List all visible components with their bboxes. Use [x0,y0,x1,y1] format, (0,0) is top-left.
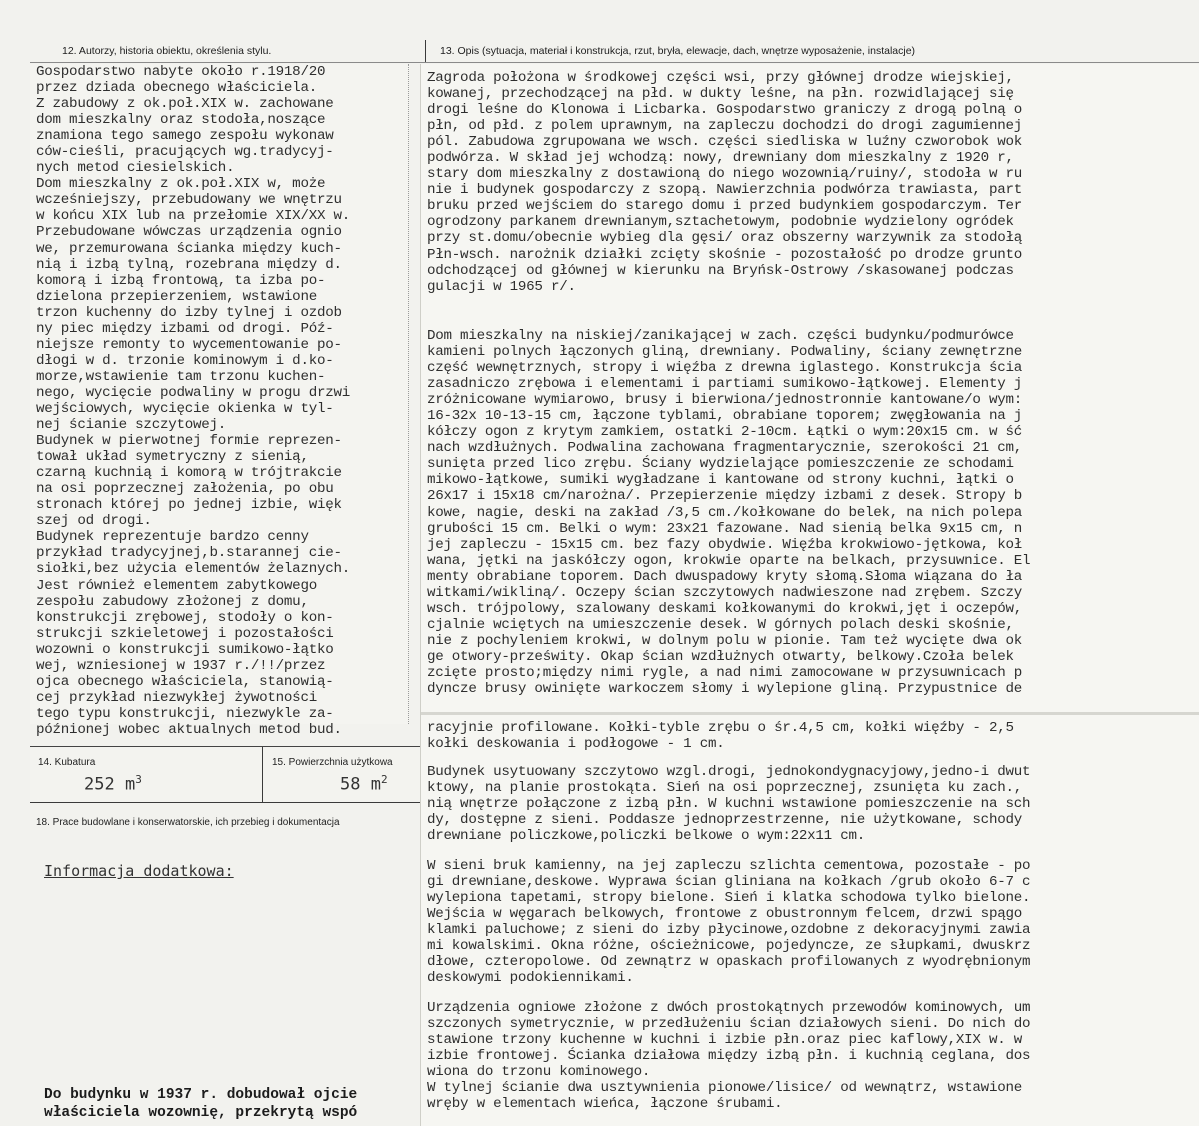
left-text-sheet [30,64,409,738]
header-divider [425,40,426,62]
section-13-header: 13. Opis (sytuacja, materiał i konstrukcja, rzut, bryła, elewacje, dach, wnętrze wyposażenie, instalacje) [440,45,916,57]
description-layout: Budynek usytuowany szczytowo wzgl.drogi, jednokondygnacyjowy,jedno-i dwut ktowy, na planie prostokąta. Sień na osi poprzecznej, zsunięta ku zach., nią wnętrze połączone z izbą płn. W kuchni wstawione pomieszczenie na sch dy, dostępne z sieni. Poddasze jednoprzestrzenne, nie użytkowane, schody drewniane policzkowe,policzki belkowe o wym:22x11 cm. [427,764,1031,845]
description-heating: Urządzenia ogniowe złożone z dwóch prostokątnych przewodów kominowych, um szczonych symetrycznie, w przedłużeniu ścian działowych sieni. Do nich do stawione trzony kuchenne w kuchni i izbie płn.oraz piec kaflowy,XIX w. w izbie frontowej. Ścianka działowa między izbą płn. i kuchnią ceglana, dos wiona do trzonu kominowego. W tylnej ścianie dwa usztywnienia pionowe/lisice/ od wewnątrz, wstawione wręby w elementach wieńca, łączone śrubami. [427,1000,1031,1113]
description-situation: Zagroda położona w środkowej części wsi, przy głównej drodze wiejskiej, kowanej, przechodzącej na płd. w dukty leśne, na płn. rozwidlającej się drogi leśne do Klonowa i Licbarka. Gospodarstwo graniczy z drogą polną o płn, od płd. z polem uprawnym, na zapleczu dochodzi do drogi zagumiennej pól. Zabudowa zgrupowana we wsch. części siedliska w luźny czworobok wok podwórza. W skład jej wchodzą: nowy, drewniany dom mieszkalny z 1920 r, stary dom mieszkalny z dostawioną do niego wozownią/ruiny/, stodoła w ru nie i budynek gospodarczy z szopą. Nawierzchnia podwórza trawiasta, part bruku przed wejściem do starego domu i przed budynkiem gospodarczym. Ter ogrodzony parkanem drewnianym,sztachetowym, podobnie wydzielony ogródek przy st.domu/obecnie wybieg dla gęsi/ oraz obszerny warzywnik za stodołą Płn-wsch. narożnik działki zcięty skośnie - pozostałość po drodze grunto odchodzącej od głównej w kierunku na Bryńsk-Ostrowy /skasowanej podczas gulacji w 1965 r/. [427,70,1022,295]
box-bottom-rule [30,802,420,803]
section-12-header: 12. Autorzy, historia obiektu, określenia stylu. [62,45,272,57]
powierzchnia-value: 58 $m^2$ [340,773,388,795]
description-interior: W sieni bruk kamienny, na jej zapleczu szlichta cementowa, pozostałe - po gi drewniane,deskowe. Wyprawa ścian gliniana na kołkach /grub około 6-7 c wylepiona tapetami, stropy bielone. Sień i klatka schodowa tylko bielone. Wejścia w węgarach belkowych, frontowe z obustronnym felcem, drzwi spągo klamki paluchowe; z sieni do izby płycinowe,ozdobne z dekoracyjnymi zawia mi kowalskimi. Okna różne, ościeżnicowe, pojedyncze, ze słupkami, dwuskrz dłowe, czteropolowe. Od zewnątrz w opaskach profilowanych z wyodrębnionym deskowymi podokiennikami. [427,858,1031,987]
paste-seam [421,712,1199,715]
kubatura-box [30,746,420,803]
header-rule [30,62,1199,63]
prace-label: 18. Prace budowlane i konserwatorskie, ich przebieg i dokumentacja [36,817,340,828]
powierzchnia-label: 15. Powierzchnia użytkowa [272,757,393,768]
kubatura-value: 252 $m^3$ [84,773,142,795]
history-text: Gospodarstwo nabyte około r.1918/20 przez dziada obecnego właściciela. Z zabudowy z ok.poł.XIX w. zachowane dom mieszkalny oraz stodoła,noszące znamiona tego samego zespołu wykonaw ców-cieśli, pracujących wg.tradycyj- nych metod ciesielskich. Dom mieszkalny z ok.poł.XIX w, może wcześniejszy, przebudowany we wnętrzu w końcu XIX lub na przełomie XIX/XX w. Przebudowane wówczas urządzenia ognio we, przemurowana ścianka między kuch- nią i izbą tylną, rozebrana między d. komorą i izbą frontową, ta izba po- dzielona przepierzeniem, wstawione trzon kuchenny do izby tylnej i ozdob ny piec między izbami od drogi. Póź- niejsze remonty to wycementowanie po- dłogi w d. trzonie kominowym i d.ko- morze,wstawienie tam trzonu kuchen- nego, wycięcie podwaliny w progu drzwi wejściowych, wycięcie okienka w tyl- nej ścianie szczytowej. Budynek w pierwotnej formie reprezen- tował układ symetryczny z sienią, czarną kuchnią i komorą w trójtrakcie na osi poprzecznej założenia, po obu stronach której po jednej izbie, więk szej od drogi. Budynek reprezentuje bardzo cenny przykład tradycyjnej,b.starannej cie- siołki,bez użycia elementów żelaznych. Jest również elementem zabytkowego zespołu zabudowy złożonej z domu, konstrukcji zrębowej, stodoły o kon- strukcji szkieletowej i pozostałości wozowni o konstrukcji sumikowo-łątko wej, wzniesionej w 1937 r./!!/przez ojca obecnego właściciela, stanowią- cej przykład niezwykłej żywotności tego typu konstrukcji, niezwykle za- późnionej wobec aktualnych metod bud. [36,64,351,738]
description-construction: Dom mieszkalny na niskiej/zanikającej w zach. części budynku/podmurówce kamieni polnych łączonych gliną, drewniany. Podwaliny, ściany zewnętrzne część wewnętrznych, stropy i więźba z drewna iglastego. Konstrukcja ścia zasadniczo zrębowa i elementami i partiami sumikowo-łątkowej. Elementy j zróżnicowane wymiarowo, brusy i bierwiona/jednostronnie kantowane/o wym: 16-32x 10-13-15 cm, łączone tyblami, obrabiane toporem; zwęgłowania na j kółczy ogon z krytym zamkiem, ostatki 2-10cm. Łątki o wym:20x15 cm. w ść nach wzdłużnych. Podwalina zachowana fragmentarycznie, szerokości 21 cm, sunięta przed lico zrębu. Ściany wydzielające pomieszczenie ze schodami mikowo-łątkowe, sumiki wygładzane i kantowane od strony kuchni, łątki o 26x17 i 15x18 cm/narożna/. Przepierzenie między izbami z desek. Stropy b kowe, nagie, deski na zakład /3,5 cm./kołkowane do belek, na nich polepa grubości 15 cm. Belki o wym: 23x21 fazowane. Nad sienią belka 9x15 cm, n jej zapleczu - 15x15 cm. bez fazy obydwie. Więźba krokwiowo-jętkowa, koł wana, jętki na jaskółczy ogon, krokwie oparte na belkach, przysuwnice. El menty obrabiane toporem. Dach dwuspadowy kryty słomą.Słoma wiązana do ła witkami/wikliną/. Oczepy ścian szczytowych nadwieszone nad zrębem. Szczy wsch. trójpolowy, szalowany deskami kołkowanymi do krokwi,jęt i oczepów, cjalnie wciętych na umieszczenie desek. W górnych polach deski skośnie, nie z pochyleniem krokwi, w dolnym polu w pionie. Tam też wycięte dwa ok ge otwory-prześwity. Okap ścian wzdłużnych otwarty, belkowy.Czoła belek zcięte prosto;między nimi rygle, a nad nimi zamocowane w przysuwnicach p dyncze brusy owinięte warkoczem słomy i wylepione gliną. Przypustnice de [427,328,1031,698]
kubatura-label: 14. Kubatura [38,757,96,768]
info-text: Do budynku w 1937 r. dobudował ojcie właściciela wozownię, przekrytą wspó [44,1087,358,1121]
box-divider [262,747,263,803]
right-text-sheet [420,64,1199,1126]
description-pegs: racyjnie profilowane. Kołki-tyble zrębu o śr.4,5 cm, kołki więźby - 2,5 kołki deskowania i podłogowe - 1 cm. [427,720,1014,753]
info-title: Informacja dodatkowa: [44,862,234,880]
